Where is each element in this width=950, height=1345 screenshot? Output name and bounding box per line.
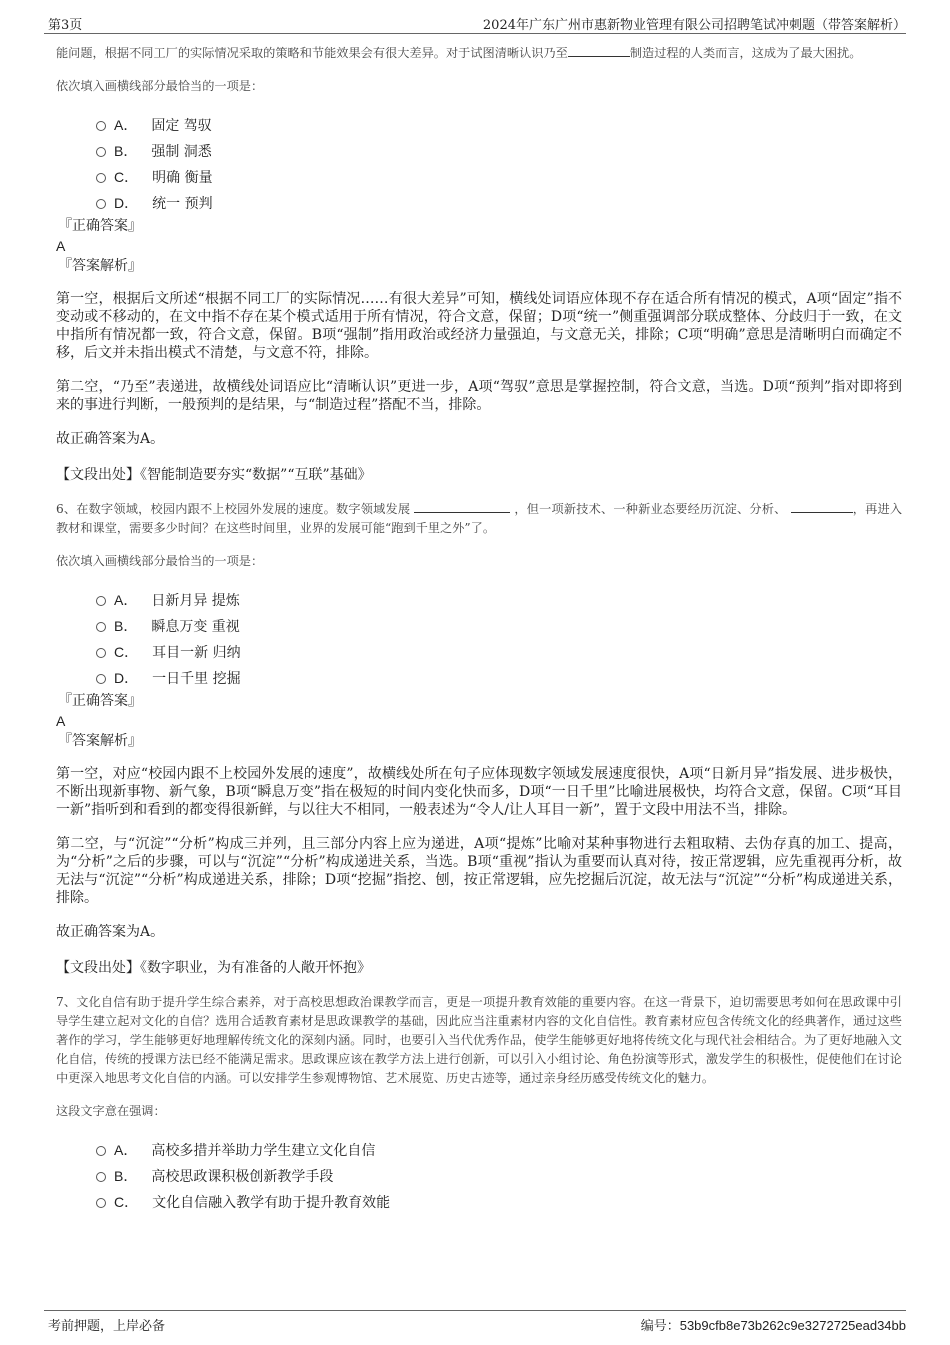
option-c[interactable] [96, 1189, 902, 1215]
header-divider [44, 33, 906, 34]
option-text: 高校思政课积极创新教学手段 [151, 1169, 334, 1185]
q5-text-part1: 能问题，根据不同工厂的实际情况采取的策略和节能效果会有很大差异。对于试图清晰认识乃至 [56, 46, 568, 60]
option-text: 强制 洞悉 [151, 144, 212, 160]
analysis-conclusion: 故正确答案为A。 [56, 431, 165, 447]
q5-options [96, 112, 902, 216]
q5-stem [56, 44, 902, 63]
radio-icon[interactable] [96, 199, 106, 209]
option-c[interactable] [96, 164, 902, 190]
answer-label: 『正确答案』 [58, 218, 142, 234]
code-value: 53b9cfb8e73b262c9e3272725ead34bb [679, 1318, 906, 1333]
correct-answer: A [56, 238, 66, 254]
option-b[interactable] [96, 1163, 902, 1189]
option-text: 固定 驾驭 [151, 118, 212, 134]
q7-options [96, 1137, 902, 1215]
option-letter: B． [114, 1168, 138, 1184]
q6-options [96, 587, 902, 691]
source-citation: 【文段出处】《智能制造要夯实“数据”“互联”基础》 [56, 467, 372, 483]
page-number: 第3页 [48, 18, 83, 33]
source-citation: 【文段出处】《数字职业，为有准备的人敞开怀抱》 [56, 960, 371, 976]
option-letter: B． [114, 143, 138, 159]
q6-stem [56, 500, 902, 538]
option-text: 明确 衡量 [152, 170, 213, 186]
q6-text-part2: ，但一项新技术、一种新业态要经历沉淀、分析、 [514, 502, 787, 516]
radio-icon[interactable] [96, 622, 106, 632]
option-text: 文化自信融入教学有助于提升教育效能 [152, 1195, 391, 1211]
radio-icon[interactable] [96, 1198, 106, 1208]
blank-line [414, 500, 510, 513]
correct-answer: A [56, 713, 66, 729]
option-letter: B． [114, 618, 138, 634]
option-letter: C． [114, 644, 139, 660]
answer-label: 『正确答案』 [58, 693, 142, 709]
document-code [641, 1315, 906, 1334]
blank-line [791, 500, 853, 513]
analysis-label: 『答案解析』 [58, 258, 142, 274]
option-letter: A． [114, 592, 138, 608]
radio-icon[interactable] [96, 674, 106, 684]
option-letter: A． [114, 1142, 138, 1158]
analysis-paragraph: 第二空，“乃至”表递进，故横线处词语应比“清晰认识”更进一步，A项“驾驭”意思是掌握控制，符合文意，当选。D项“预判”指对即将到来的事进行判断，一般预判的是结果，与“制造过程”搭配不当，排除。 [56, 379, 902, 413]
document-title: 2024年广东广州市惠新物业管理有限公司招聘笔试冲刺题（带答案解析） [482, 18, 906, 33]
footer-slogan: 考前押题，上岸必备 [48, 1319, 166, 1334]
option-letter: C． [114, 1194, 139, 1210]
q6-text-part3: ，再进入教材和课堂，需要多少时间？在这些时间里，业界的发展可能“跑到千里之外”了。 [56, 502, 903, 535]
option-d[interactable] [96, 190, 902, 216]
option-letter: D． [114, 670, 139, 686]
page-content [56, 44, 902, 1215]
option-text: 高校多措并举助力学生建立文化自信 [151, 1143, 376, 1159]
option-letter: D． [114, 195, 139, 211]
radio-icon[interactable] [96, 648, 106, 658]
option-letter: A． [114, 117, 138, 133]
option-c[interactable] [96, 639, 902, 665]
footer-divider [44, 1310, 906, 1311]
option-b[interactable] [96, 138, 902, 164]
option-letter: C． [114, 169, 139, 185]
option-a[interactable] [96, 1137, 902, 1163]
analysis-conclusion: 故正确答案为A。 [56, 924, 165, 940]
analysis-paragraph: 第一空，对应“校园内跟不上校园外发展的速度”，故横线处所在句子应体现数字领域发展速度很快，A项“日新月异”指发展、进步极快，不断出现新事物、新气象，B项“瞬息万变”指在极短的时间内变化快而多，D项“一日千里”比喻进展极快，均符合文意，保留。C项“耳目一新”指听到和看到的都变得很新鲜，与以往大不相同，一般表述为“令人/让人耳目一新”，置于文段中用法不当，排除。 [56, 766, 902, 818]
radio-icon[interactable] [96, 147, 106, 157]
radio-icon[interactable] [96, 173, 106, 183]
q7-prompt: 这段文字意在强调： [56, 1104, 166, 1118]
q7-stem: 7、文化自信有助于提升学生综合素养，对于高校思想政治课教学而言，更是一项提升教育效能的重要内容。在这一背景下，迫切需要思考如何在思政课中引导学生建立起对文化的自信？选用合适教育素材是思政课教学的基础，因此应当注重素材内容的文化自信性。教育素材应包含传统文化的经典著作，通过这些著作的学习，学生能够更好地理解传统文化的深刻内涵。同时，也要引入当代优秀作品，使学生能够更好地将传统文化与现代社会相结合。为了更好地融入文化自信，传统的授课方法已经不能满足需求。思政课应该在教学方法上进行创新，可以引入小组讨论、角色扮演等形式，激发学生的积极性，促使他们在讨论中更深入地思考文化自信的内涵。可以安排学生参观博物馆、艺术展览、历史古迹等，通过亲身经历感受传统文化的魅力。 [56, 995, 902, 1085]
q5-prompt: 依次填入画横线部分最恰当的一项是： [56, 79, 264, 93]
option-d[interactable] [96, 665, 902, 691]
option-b[interactable] [96, 613, 902, 639]
option-a[interactable] [96, 587, 902, 613]
radio-icon[interactable] [96, 1172, 106, 1182]
option-a[interactable] [96, 112, 902, 138]
option-text: 瞬息万变 重视 [151, 619, 240, 635]
q6-text-part1: 6、在数字领域，校园内跟不上校园外发展的速度。数字领域发展 [56, 502, 411, 516]
option-text: 日新月异 提炼 [151, 593, 240, 609]
analysis-paragraph: 第二空，与“沉淀”“分析”构成三并列，且三部分内容上应为递进，A项“提炼”比喻对某种事物进行去粗取精、去伪存真的加工、提高，为“分析”之后的步骤，可以与“沉淀”“分析”构成递进关系，当选。B项“重视”指认为重要而认真对待，按正常逻辑，应先重视再分析，故无法与“沉淀”“分析”构成递进关系，排除；D项“挖掘”指挖、刨，按正常逻辑，应先挖掘后沉淀，故无法与“沉淀”“分析”构成递进关系，排除。 [56, 836, 902, 906]
q5-text-part2: 制造过程的人类而言，这成为了最大困扰。 [629, 46, 862, 60]
option-text: 统一 预判 [152, 196, 213, 212]
radio-icon[interactable] [96, 596, 106, 606]
analysis-label: 『答案解析』 [58, 733, 142, 749]
option-text: 一日千里 挖掘 [152, 671, 241, 687]
code-label: 编号： [640, 1319, 680, 1334]
blank-line [568, 44, 630, 57]
option-text: 耳目一新 归纳 [152, 645, 241, 661]
radio-icon[interactable] [96, 121, 106, 131]
q6-prompt: 依次填入画横线部分最恰当的一项是： [56, 554, 264, 568]
radio-icon[interactable] [96, 1146, 106, 1156]
analysis-paragraph: 第一空，根据后文所述“根据不同工厂的实际情况……有很大差异”可知，横线处词语应体现不存在适合所有情况的模式，A项“固定”指不变动或不移动的，在文中指不存在某个模式适用于所有情况，符合文意，保留；D项“统一”侧重强调部分联成整体、分歧归于一致，在文中指所有情况都一致，符合文意，保留。B项“强制”指用政治或经济力量强迫，与文意无关，排除；C项“明确”意思是清晰明白而确定不移，后文并未指出模式不清楚，与文意不符，排除。 [56, 291, 902, 361]
